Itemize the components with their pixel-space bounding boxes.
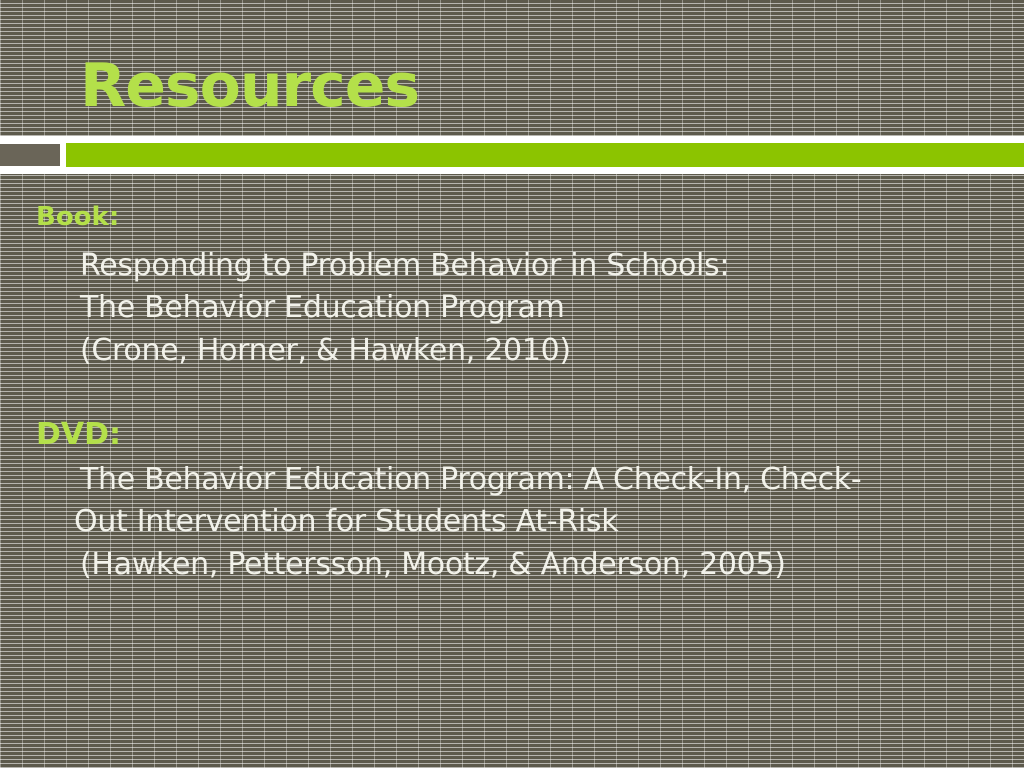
book-title-line-1: Responding to Problem Behavior in Schools:	[80, 248, 730, 283]
book-heading: Book:	[36, 202, 120, 232]
book-citation: (Crone, Horner, & Hawken, 2010)	[80, 333, 571, 368]
dvd-title-line-2: Out Intervention for Students At-Risk	[74, 504, 619, 539]
slide-title: Resources	[80, 51, 420, 121]
dvd-heading: DVD:	[36, 417, 122, 452]
title-divider	[0, 136, 1024, 174]
dvd-title-line-1: The Behavior Education Program: A Check-In, Check-	[80, 462, 862, 497]
book-title-line-2: The Behavior Education Program	[80, 290, 565, 325]
divider-block	[0, 144, 60, 166]
divider-accent-bar	[66, 143, 1024, 167]
dvd-citation: (Hawken, Pettersson, Mootz, & Anderson, 2005)	[80, 547, 786, 582]
